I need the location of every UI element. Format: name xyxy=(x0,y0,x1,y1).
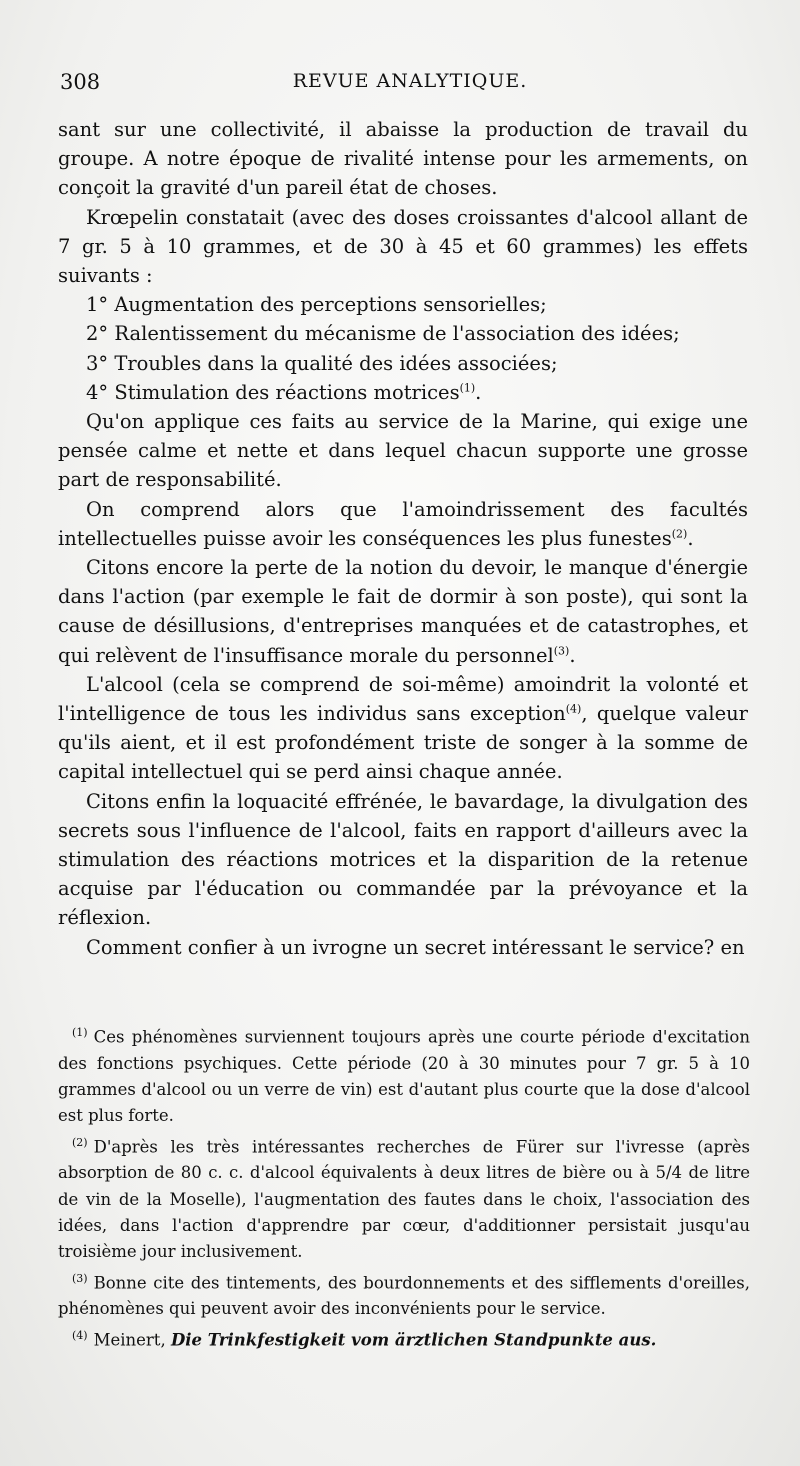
cited-title: Die Trinkfestigkeit vom ärztlichen Standpunkte aus. xyxy=(170,1330,657,1350)
list-item: 3° Troubles dans la qualité des idées associées; xyxy=(86,351,558,375)
page-number: 308 xyxy=(60,70,101,94)
running-title: REVUE ANALYTIQUE. xyxy=(292,70,528,92)
list-item-text: 4° Stimulation des réactions motrices xyxy=(86,380,460,404)
paragraph-text: , quelque valeur qu'ils aient, et il est profondément triste de songer à la somme de capital intellectuel qui se perd ainsi chaque année. xyxy=(58,702,749,784)
list-item: 1° Augmentation des perceptions sensorielles; xyxy=(86,293,547,317)
footnote-ref: (3) xyxy=(553,644,570,658)
footnote xyxy=(58,1130,750,1266)
footnote-text: Meinert, xyxy=(93,1330,171,1350)
punctuation: . xyxy=(687,526,694,550)
footnote-marker: (2) xyxy=(72,1135,88,1149)
footnote-ref: (4) xyxy=(565,702,582,716)
paragraph-text: On comprend alors que l'amoindrissement des facultés intellectuelles puisse avoir les conséquences les plus funestes xyxy=(58,497,748,550)
punctuation: . xyxy=(475,380,482,404)
page-header xyxy=(60,70,760,100)
paragraph xyxy=(58,495,748,553)
paragraph: Krœpelin constatait (avec des doses croissantes d'alcool allant de 7 gr. 5 à 10 grammes, et de 30 à 45 et 60 grammes) les effets suivants : xyxy=(58,205,748,288)
paragraph-text: L'alcool (cela se comprend de soi-même) amoindrit la volonté et l'intelligence de tous les individus sans exception xyxy=(58,672,748,726)
footnotes xyxy=(58,1020,750,1354)
paragraph-text: Citons encore la perte de la notion du devoir, le manque d'énergie dans l'action (par exemple le fait de dormir à son poste), qui sont la cause de désillusions, d'entreprises manquées et de catastrophes, et qui relèvent de l'insuffisance morale du personnel xyxy=(58,556,748,667)
footnote-marker: (1) xyxy=(72,1026,88,1039)
footnote-ref: (2) xyxy=(671,527,688,541)
footnote-text: Ces phénomènes surviennent toujours après une courte période d'excitation des fonctions psychiques. Cette période (20 à 30 minutes pour 7 gr. 5 à 10 grammes d'alcool ou un verre de vin) est d'autant plus courte que la dose d'alcool est plus forte. xyxy=(58,1027,750,1126)
footnote-ref: (1) xyxy=(459,381,476,395)
footnote-text: D'après les très intéressantes recherches de Fürer sur l'ivresse (après absorption de 80 c. c. d'alcool équivalents à deux litres de bière ou à 5/4 de litre de vin de la Moselle), l'augmentation des fautes dans le choix, l'association des idées, dans l'action d'apprendre par cœur, d'additionner persistait jusqu'au troisième jour inclusivement. xyxy=(58,1137,750,1262)
footnote xyxy=(58,1266,750,1323)
paragraph xyxy=(58,553,748,670)
paragraph: Citons enfin la loquacité effrénée, le bavardage, la divulgation des secrets sous l'influence de l'alcool, faits en rapport d'ailleurs avec la stimulation des réactions motrices et la disparition de la retenue acquise par l'éducation ou commandée par la prévoyance et la réflexion. xyxy=(58,789,748,930)
paragraph xyxy=(58,670,748,787)
footnote-text: Bonne cite des tintements, des bourdonnements et des sifflements d'oreilles, phénomènes qui peuvent avoir des inconvénients pour le service. xyxy=(58,1273,750,1319)
paragraph: Comment confier à un ivrogne un secret intéressant le service? en xyxy=(86,935,745,959)
punctuation: . xyxy=(569,643,576,667)
list-item: 2° Ralentissement du mécanisme de l'association des idées; xyxy=(86,322,680,346)
footnote-marker: (4) xyxy=(72,1328,88,1342)
footnote xyxy=(58,1020,750,1130)
main-text xyxy=(58,115,748,962)
footnote-marker: (3) xyxy=(72,1271,88,1285)
paragraph: sant sur une collectivité, il abaisse la production de travail du groupe. A notre époque de rivalité intense pour les armements, on conçoit la gravité d'un pareil état de choses. xyxy=(58,118,748,200)
paragraph: Qu'on applique ces faits au service de la Marine, qui exige une pensée calme et nette et dans lequel chacun supporte une grosse part de responsabilité. xyxy=(58,410,748,492)
list-item xyxy=(58,378,748,407)
footnote xyxy=(58,1323,750,1354)
